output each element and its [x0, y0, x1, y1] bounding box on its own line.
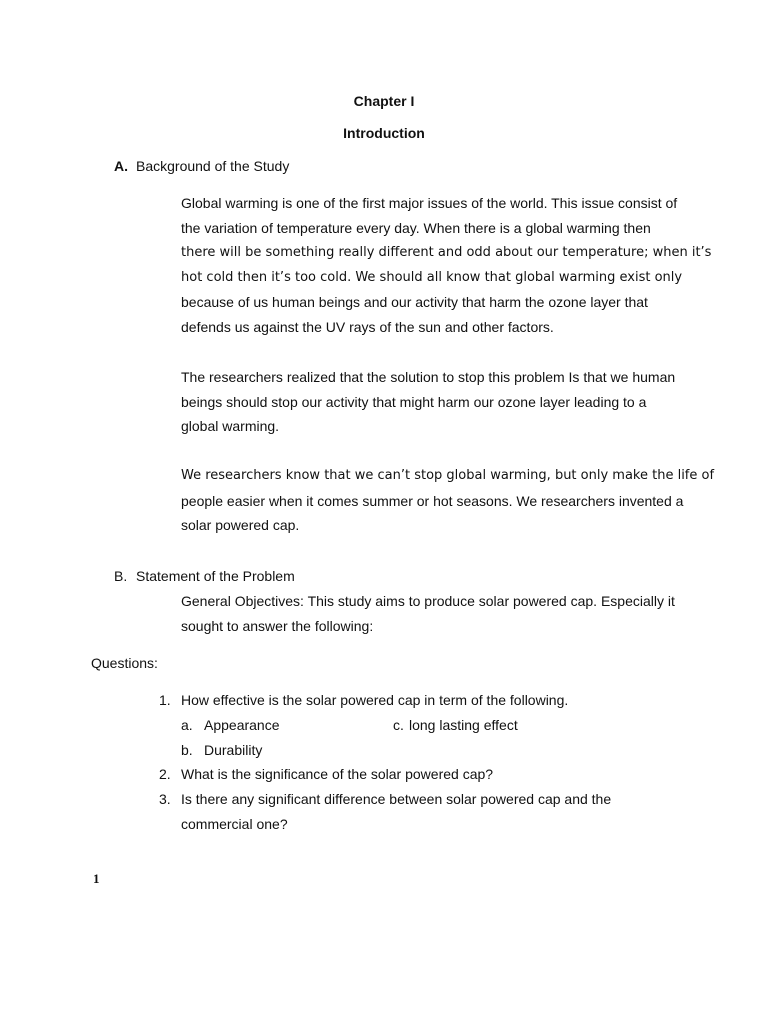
- paragraph-line: there will be something really different and odd about our temperature; when it’s: [181, 245, 712, 260]
- paragraph-line: defends us against the UV rays of the sun and other factors.: [181, 319, 554, 335]
- paragraph-line: The researchers realized that the solution to stop this problem Is that we human: [181, 369, 676, 385]
- paragraph-line: people easier when it comes summer or hot seasons. We researchers invented a: [181, 493, 684, 509]
- sub-item-letter: c.: [393, 717, 404, 733]
- question-number: 2.: [159, 766, 171, 782]
- section-a-label: A.: [114, 158, 128, 174]
- sub-item-text: Appearance: [204, 717, 280, 733]
- section-a-heading: Background of the Study: [136, 158, 290, 174]
- sub-item-text: long lasting effect: [409, 717, 518, 733]
- question-text: Is there any significant difference between solar powered cap and the: [181, 791, 612, 807]
- paragraph-line: We researchers know that we can’t stop global warming, but only make the life of: [181, 468, 715, 483]
- sub-item-letter: a.: [181, 717, 193, 733]
- paragraph-line: General Objectives: This study aims to produce solar powered cap. Especially it: [181, 593, 675, 609]
- questions-heading: Questions:: [91, 655, 158, 671]
- section-b-heading: Statement of the Problem: [136, 568, 295, 584]
- paragraph-line: because of us human beings and our activity that harm the ozone layer that: [181, 294, 648, 310]
- question-text: What is the significance of the solar powered cap?: [181, 766, 494, 782]
- section-b-label: B.: [114, 568, 128, 584]
- question-number: 1.: [159, 692, 171, 708]
- paragraph-line: solar powered cap.: [181, 517, 300, 533]
- paragraph-line: Global warming is one of the first major issues of the world. This issue consist of: [181, 195, 678, 211]
- page-number: 1: [93, 871, 100, 886]
- paragraph-line: the variation of temperature every day. When there is a global warming then: [181, 220, 651, 236]
- paragraph-line: sought to answer the following:: [181, 618, 374, 634]
- paragraph-line: global warming.: [181, 418, 280, 434]
- question-number: 3.: [159, 791, 171, 807]
- chapter-heading: Chapter I: [353, 93, 415, 109]
- question-text: How effective is the solar powered cap in term of the following.: [181, 692, 569, 708]
- question-text-continued: commercial one?: [181, 816, 288, 832]
- chapter-title: Introduction: [343, 125, 425, 141]
- sub-item-text: Durability: [204, 742, 263, 758]
- paragraph-line: beings should stop our activity that might harm our ozone layer leading to a: [181, 394, 647, 410]
- sub-item-letter: b.: [181, 742, 193, 758]
- paragraph-line: hot cold then it’s too cold. We should all know that global warming exist only: [181, 270, 683, 285]
